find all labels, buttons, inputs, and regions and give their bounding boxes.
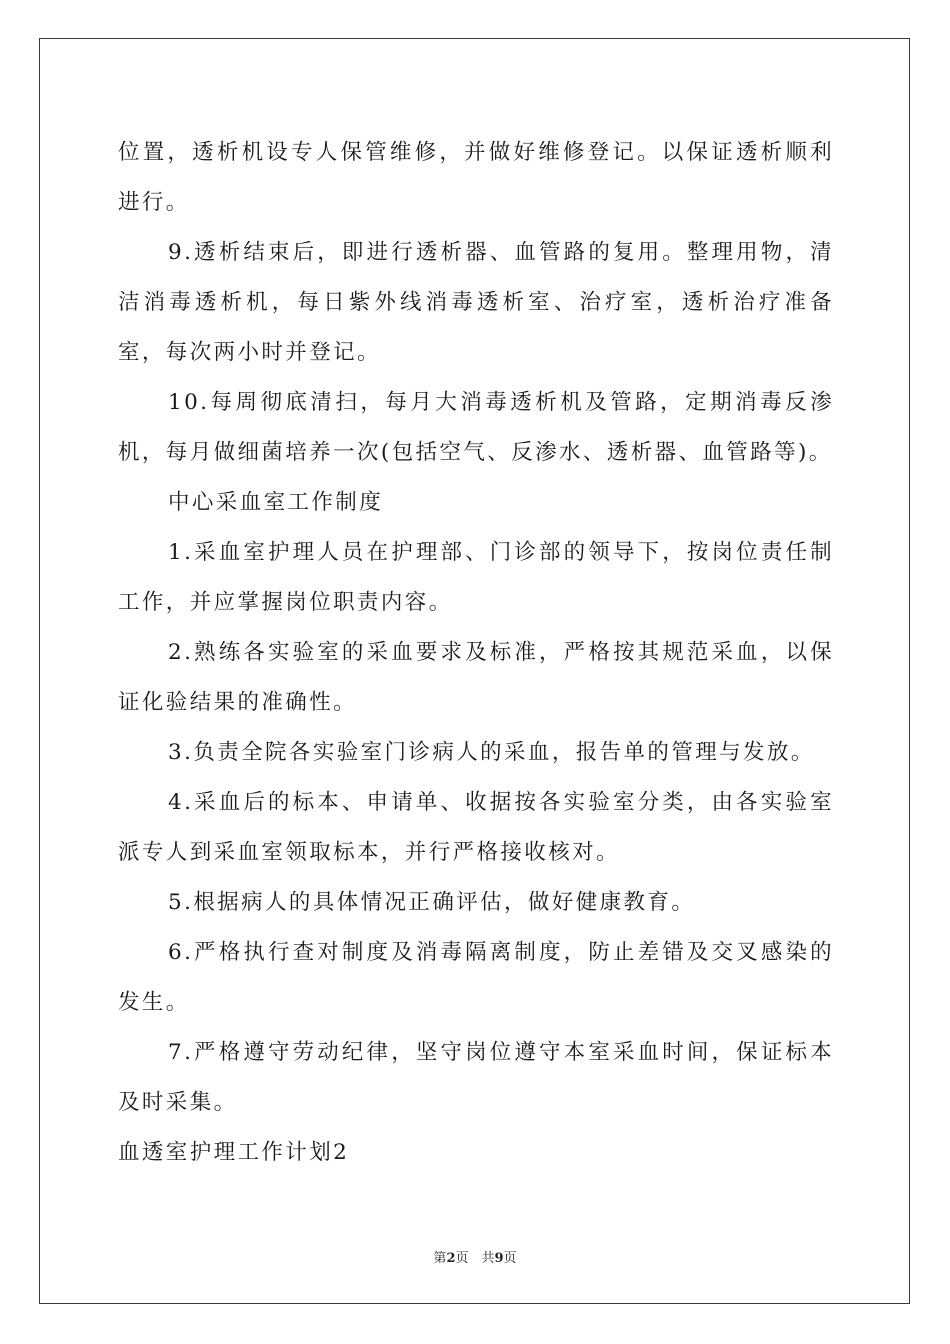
paragraph-11: 7.严格遵守劳动纪律，坚守岗位遵守本室采血时间，保证标本及时采集。 (118, 1040, 834, 1115)
paragraph-1: 位置，透析机设专人保管维修，并做好维修登记。以保证透析顺利进行。 (118, 140, 834, 215)
paragraph-5: 1.采血室护理人员在护理部、门诊部的领导下，按岗位责任制工作，并应掌握岗位职责内容。 (118, 540, 834, 615)
page-footer (0, 1247, 950, 1266)
footer-suffix: 页 (503, 1251, 517, 1266)
plan-title: 血透室护理工作计划2 (118, 1140, 350, 1165)
document-body (118, 128, 834, 1178)
footer-mid: 页 共 (455, 1251, 495, 1266)
paragraph-9: 5.根据病人的具体情况正确评估，做好健康教育。 (168, 890, 696, 915)
section-heading: 中心采血室工作制度 (168, 490, 384, 515)
footer-prefix: 第 (433, 1251, 447, 1266)
footer-page-number: 2 (446, 1251, 456, 1266)
paragraph-6: 2.熟练各实验室的采血要求及标准，严格按其规范采血，以保证化验结果的准确性。 (118, 640, 834, 715)
footer-total-pages: 9 (494, 1251, 504, 1266)
paragraph-8: 4.采血后的标本、申请单、收据按各实验室分类，由各实验室派专人到采血室领取标本，并行严格接收核对。 (118, 790, 834, 865)
paragraph-10: 6.严格执行查对制度及消毒隔离制度，防止差错及交叉感染的发生。 (118, 940, 834, 1015)
paragraph-3: 10.每周彻底清扫，每月大消毒透析机及管路，定期消毒反渗机，每月做细菌培养一次(包括空气、反渗水、透析器、血管路等)。 (118, 390, 834, 465)
paragraph-7: 3.负责全院各实验室门诊病人的采血，报告单的管理与发放。 (168, 740, 815, 765)
paragraph-2: 9.透析结束后，即进行透析器、血管路的复用。整理用物，清洁消毒透析机，每日紫外线消毒透析室、治疗室，透析治疗准备室，每次两小时并登记。 (118, 240, 834, 365)
